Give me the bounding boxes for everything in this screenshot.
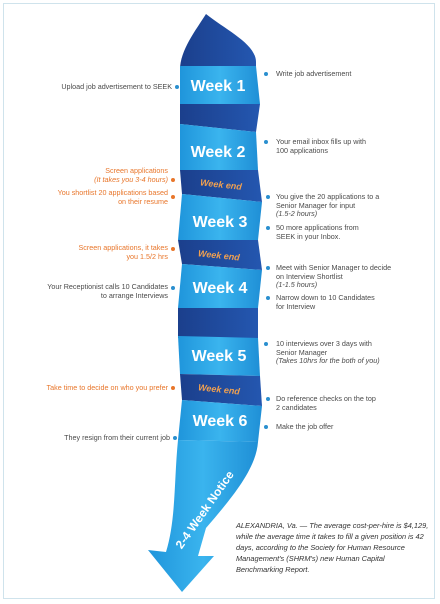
note-receptionist: Your Receptionist calls 10 Candidates to arrange Interviews xyxy=(47,282,168,300)
note-job-offer: Make the job offer xyxy=(276,422,334,431)
weekend-label-3: Week end xyxy=(197,382,241,397)
weekend-label-1: Week end xyxy=(199,177,243,192)
note-inbox: Your email inbox fills up with 100 applications xyxy=(276,137,367,155)
notice-label: 2-4 Week Notice xyxy=(172,468,237,552)
connector-dot xyxy=(171,195,175,199)
week-label-5: Week 5 xyxy=(191,348,247,365)
week-label-4: Week 4 xyxy=(192,280,248,297)
connector-dot xyxy=(266,397,270,401)
week-label-6: Week 6 xyxy=(192,413,248,430)
week-label-1: Week 1 xyxy=(190,78,246,95)
note-interviews: 10 interviews over 3 days with Senior Manager (Takes 10hrs for the both of you) xyxy=(276,339,380,366)
connector-dot xyxy=(264,140,268,144)
note-upload-ad: Upload job advertisement to SEEK xyxy=(61,82,172,91)
note-resign: They resign from their current job xyxy=(64,433,170,442)
note-more-applications: 50 more applications from SEEK in your Inbox. xyxy=(276,223,359,241)
weekend-label-2: Week end xyxy=(197,248,241,263)
connector-dot xyxy=(171,247,175,251)
connector-dot xyxy=(266,266,270,270)
note-shortlist: You shortlist 20 applications based on their resume xyxy=(57,188,168,206)
note-write-ad: Write job advertisement xyxy=(276,69,352,78)
connector-dot xyxy=(266,226,270,230)
connector-dot xyxy=(171,286,175,290)
connector-dot xyxy=(266,195,270,199)
note-give-applications: You give the 20 applications to a Senior Manager for input (1.5-2 hours) xyxy=(276,192,380,219)
connector-dot xyxy=(171,178,175,182)
shrm-quote: ALEXANDRIA, Va. — The average cost-per-hire is $4,129, while the average time it takes to fill a given position is 42 days, according to the Society for Human Resource Management's (SHRM's) new Human Capital Benchmarking Report. xyxy=(236,521,429,574)
note-screen-applications-2: Screen applications, it takes you 1.5/2 hrs xyxy=(78,243,168,261)
note-screen-applications-1: Screen applications (It takes you 3-4 hours) xyxy=(94,166,168,184)
note-narrow-down: Narrow down to 10 Candidates for Interview xyxy=(276,293,375,311)
connector-dot xyxy=(264,72,268,76)
connector-dot xyxy=(173,436,177,440)
connector-dot xyxy=(266,296,270,300)
fold-4 xyxy=(178,308,258,338)
connector-dot xyxy=(175,85,179,89)
connector-dot xyxy=(171,386,175,390)
note-meet-manager: Meet with Senior Manager to decide on Interview Shortlist (1-1.5 hours) xyxy=(276,263,392,290)
connector-dot xyxy=(264,342,268,346)
connector-dot xyxy=(264,425,268,429)
week-label-3: Week 3 xyxy=(192,214,248,231)
week-label-2: Week 2 xyxy=(190,144,246,161)
note-reference-checks: Do reference checks on the top 2 candidates xyxy=(276,394,376,412)
note-decide: Take time to decide on who you prefer xyxy=(46,383,168,392)
ribbon-top-curl xyxy=(180,14,256,70)
